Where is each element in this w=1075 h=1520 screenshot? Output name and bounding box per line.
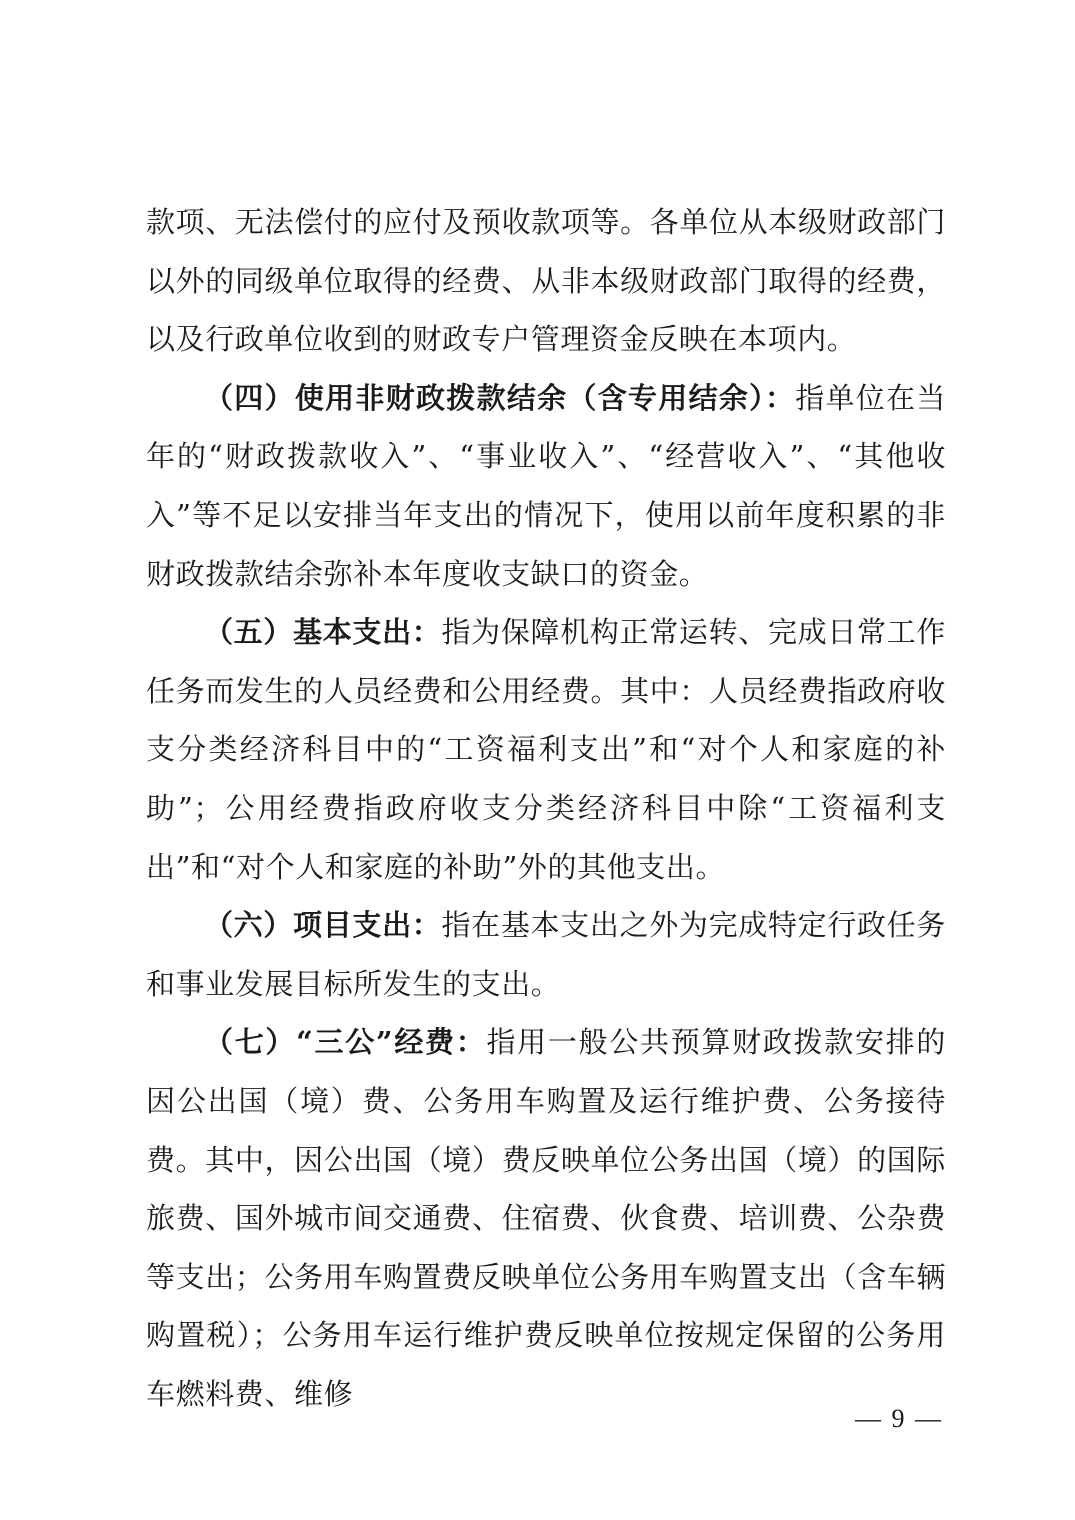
paragraph-non-fiscal-surplus (146, 369, 946, 603)
page-number: — 9 — (855, 1404, 943, 1433)
paragraph-text: 指在基本支出之外为完成特定行政任务和事业发展目标所发生的支出。 (146, 908, 946, 1001)
paragraph-text: 指单位在当年的“财政拨款收入”、“事业收入”、“经营收入”、“其他收入”等不足以安排当年支出的情况下，使用以前年度积累的非财政拨款结余弥补本年度收支缺口的资金。 (146, 380, 946, 591)
paragraph-project-expenditure (146, 896, 946, 1013)
paragraph-basic-expenditure (146, 603, 946, 896)
paragraph-text: 指用一般公共预算财政拨款安排的因公出国（境）费、公务用车购置及运行维护费、公务接待费。其中，因公出国（境）费反映单位公务出国（境）的国际旅费、国外城市间交通费、住宿费、伙食费、培训费、公杂费等支出；公务用车购置费反映单位公务用车购置支出（含车辆购置税）；公务用车运行维护费反映单位按规定保留的公务用车燃料费、维修 (146, 1025, 946, 1411)
paragraph-text: 指为保障机构正常运转、完成日常工作任务而发生的人员经费和公用经费。其中：人员经费指政府收支分类经济科目中的“工资福利支出”和“对个人和家庭的补助”；公用经费指政府收支分类经济科目中除“工资福利支出”和“对个人和家庭的补助”外的其他支出。 (146, 615, 946, 884)
paragraph-three-public-expenses (146, 1013, 946, 1423)
paragraph-term: （五）基本支出： (204, 615, 442, 650)
document-body (146, 193, 946, 1423)
paragraph-continuation (146, 193, 946, 369)
paragraph-term: （六）项目支出： (204, 908, 442, 943)
paragraph-term: （七）“三公”经费： (204, 1025, 487, 1060)
paragraph-term: （四）使用非财政拨款结余（含专用结余）： (204, 380, 796, 415)
paragraph-text: 款项、无法偿付的应付及预收款项等。各单位从本级财政部门以外的同级单位取得的经费、从非本级财政部门取得的经费，以及行政单位收到的财政专户管理资金反映在本项内。 (146, 205, 946, 357)
